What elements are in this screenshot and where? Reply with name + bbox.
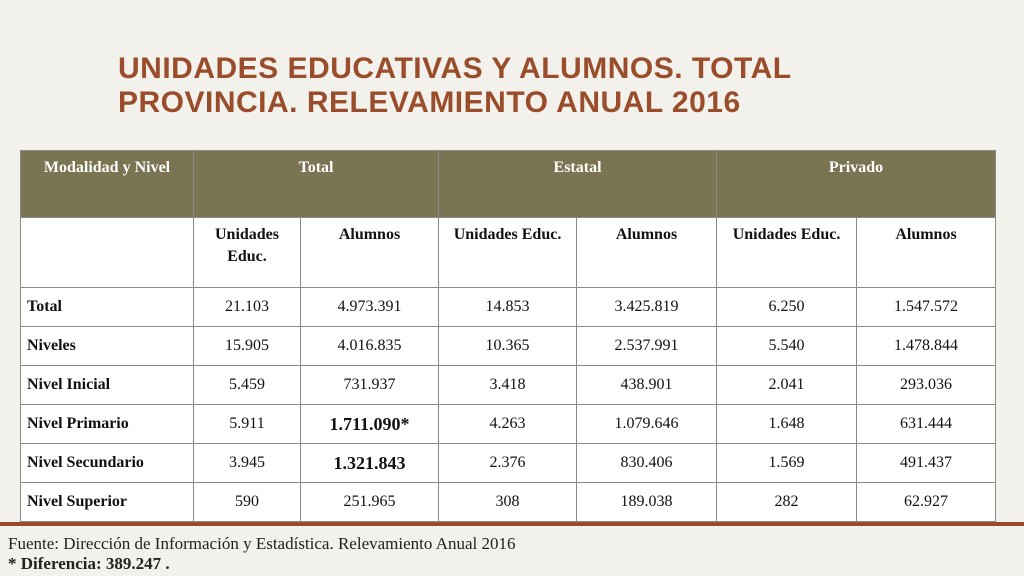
- cell-estatal-unidades: 2.376: [439, 444, 577, 483]
- cell-estatal-unidades: 308: [439, 483, 577, 522]
- table-row: [21, 327, 996, 366]
- cell-total-alumnos: 731.937: [301, 366, 439, 405]
- cell-total-unidades: 3.945: [194, 444, 301, 483]
- row-label: Nivel Secundario: [21, 444, 194, 483]
- row-label: Niveles: [21, 327, 194, 366]
- page-title: UNIDADES EDUCATIVAS Y ALUMNOS. TOTAL PROVINCIA. RELEVAMIENTO ANUAL 2016: [118, 52, 792, 119]
- cell-privado-unidades: 282: [717, 483, 857, 522]
- cell-total-unidades: 15.905: [194, 327, 301, 366]
- cell-privado-alumnos: 631.444: [857, 405, 996, 444]
- header-modalidad: Modalidad y Nivel: [21, 151, 194, 218]
- table-row: [21, 444, 996, 483]
- cell-privado-alumnos: 62.927: [857, 483, 996, 522]
- cell-privado-alumnos: 293.036: [857, 366, 996, 405]
- row-label: Total: [21, 288, 194, 327]
- cell-estatal-unidades: 14.853: [439, 288, 577, 327]
- footer-accent-bar: [0, 522, 1024, 526]
- cell-estatal-unidades: 4.263: [439, 405, 577, 444]
- cell-total-unidades: 5.911: [194, 405, 301, 444]
- header-estatal: Estatal: [439, 151, 717, 218]
- cell-estatal-alumnos: 1.079.646: [577, 405, 717, 444]
- subheader-total-alumnos: Alumnos: [301, 218, 439, 288]
- subheader-estatal-alumnos: Alumnos: [577, 218, 717, 288]
- table-row: [21, 405, 996, 444]
- cell-privado-unidades: 1.648: [717, 405, 857, 444]
- cell-privado-alumnos: 1.478.844: [857, 327, 996, 366]
- subheader-total-unidades: Unidades Educ.: [194, 218, 301, 288]
- cell-privado-unidades: 6.250: [717, 288, 857, 327]
- subheader-privado-alumnos: Alumnos: [857, 218, 996, 288]
- cell-total-alumnos: 4.973.391: [301, 288, 439, 327]
- cell-estatal-alumnos: 830.406: [577, 444, 717, 483]
- cell-privado-unidades: 2.041: [717, 366, 857, 405]
- subheader-empty: [21, 218, 194, 288]
- cell-total-unidades: 21.103: [194, 288, 301, 327]
- subheader-estatal-unidades: Unidades Educ.: [439, 218, 577, 288]
- data-table-container: [20, 150, 995, 522]
- header-total: Total: [194, 151, 439, 218]
- data-table: [20, 150, 996, 522]
- cell-estatal-alumnos: 438.901: [577, 366, 717, 405]
- cell-estatal-alumnos: 3.425.819: [577, 288, 717, 327]
- cell-estatal-alumnos: 189.038: [577, 483, 717, 522]
- cell-total-unidades: 5.459: [194, 366, 301, 405]
- cell-estatal-unidades: 3.418: [439, 366, 577, 405]
- cell-privado-unidades: 1.569: [717, 444, 857, 483]
- cell-total-alumnos: 1.711.090*: [301, 405, 439, 444]
- cell-privado-alumnos: 1.547.572: [857, 288, 996, 327]
- cell-estatal-unidades: 10.365: [439, 327, 577, 366]
- row-label: Nivel Superior: [21, 483, 194, 522]
- table-row: [21, 366, 996, 405]
- cell-privado-unidades: 5.540: [717, 327, 857, 366]
- table-row: [21, 288, 996, 327]
- table-row: [21, 483, 996, 522]
- row-label: Nivel Inicial: [21, 366, 194, 405]
- cell-privado-alumnos: 491.437: [857, 444, 996, 483]
- table-header-row: [21, 151, 996, 218]
- footer-notes: [8, 534, 516, 574]
- cell-total-alumnos: 251.965: [301, 483, 439, 522]
- cell-estatal-alumnos: 2.537.991: [577, 327, 717, 366]
- source-note: Fuente: Dirección de Información y Estadística. Relevamiento Anual 2016: [8, 534, 516, 553]
- table-subheader-row: [21, 218, 996, 288]
- cell-total-unidades: 590: [194, 483, 301, 522]
- subheader-privado-unidades: Unidades Educ.: [717, 218, 857, 288]
- cell-total-alumnos: 4.016.835: [301, 327, 439, 366]
- difference-note: * Diferencia: 389.247 .: [8, 554, 170, 573]
- cell-total-alumnos: 1.321.843: [301, 444, 439, 483]
- row-label: Nivel Primario: [21, 405, 194, 444]
- header-privado: Privado: [717, 151, 996, 218]
